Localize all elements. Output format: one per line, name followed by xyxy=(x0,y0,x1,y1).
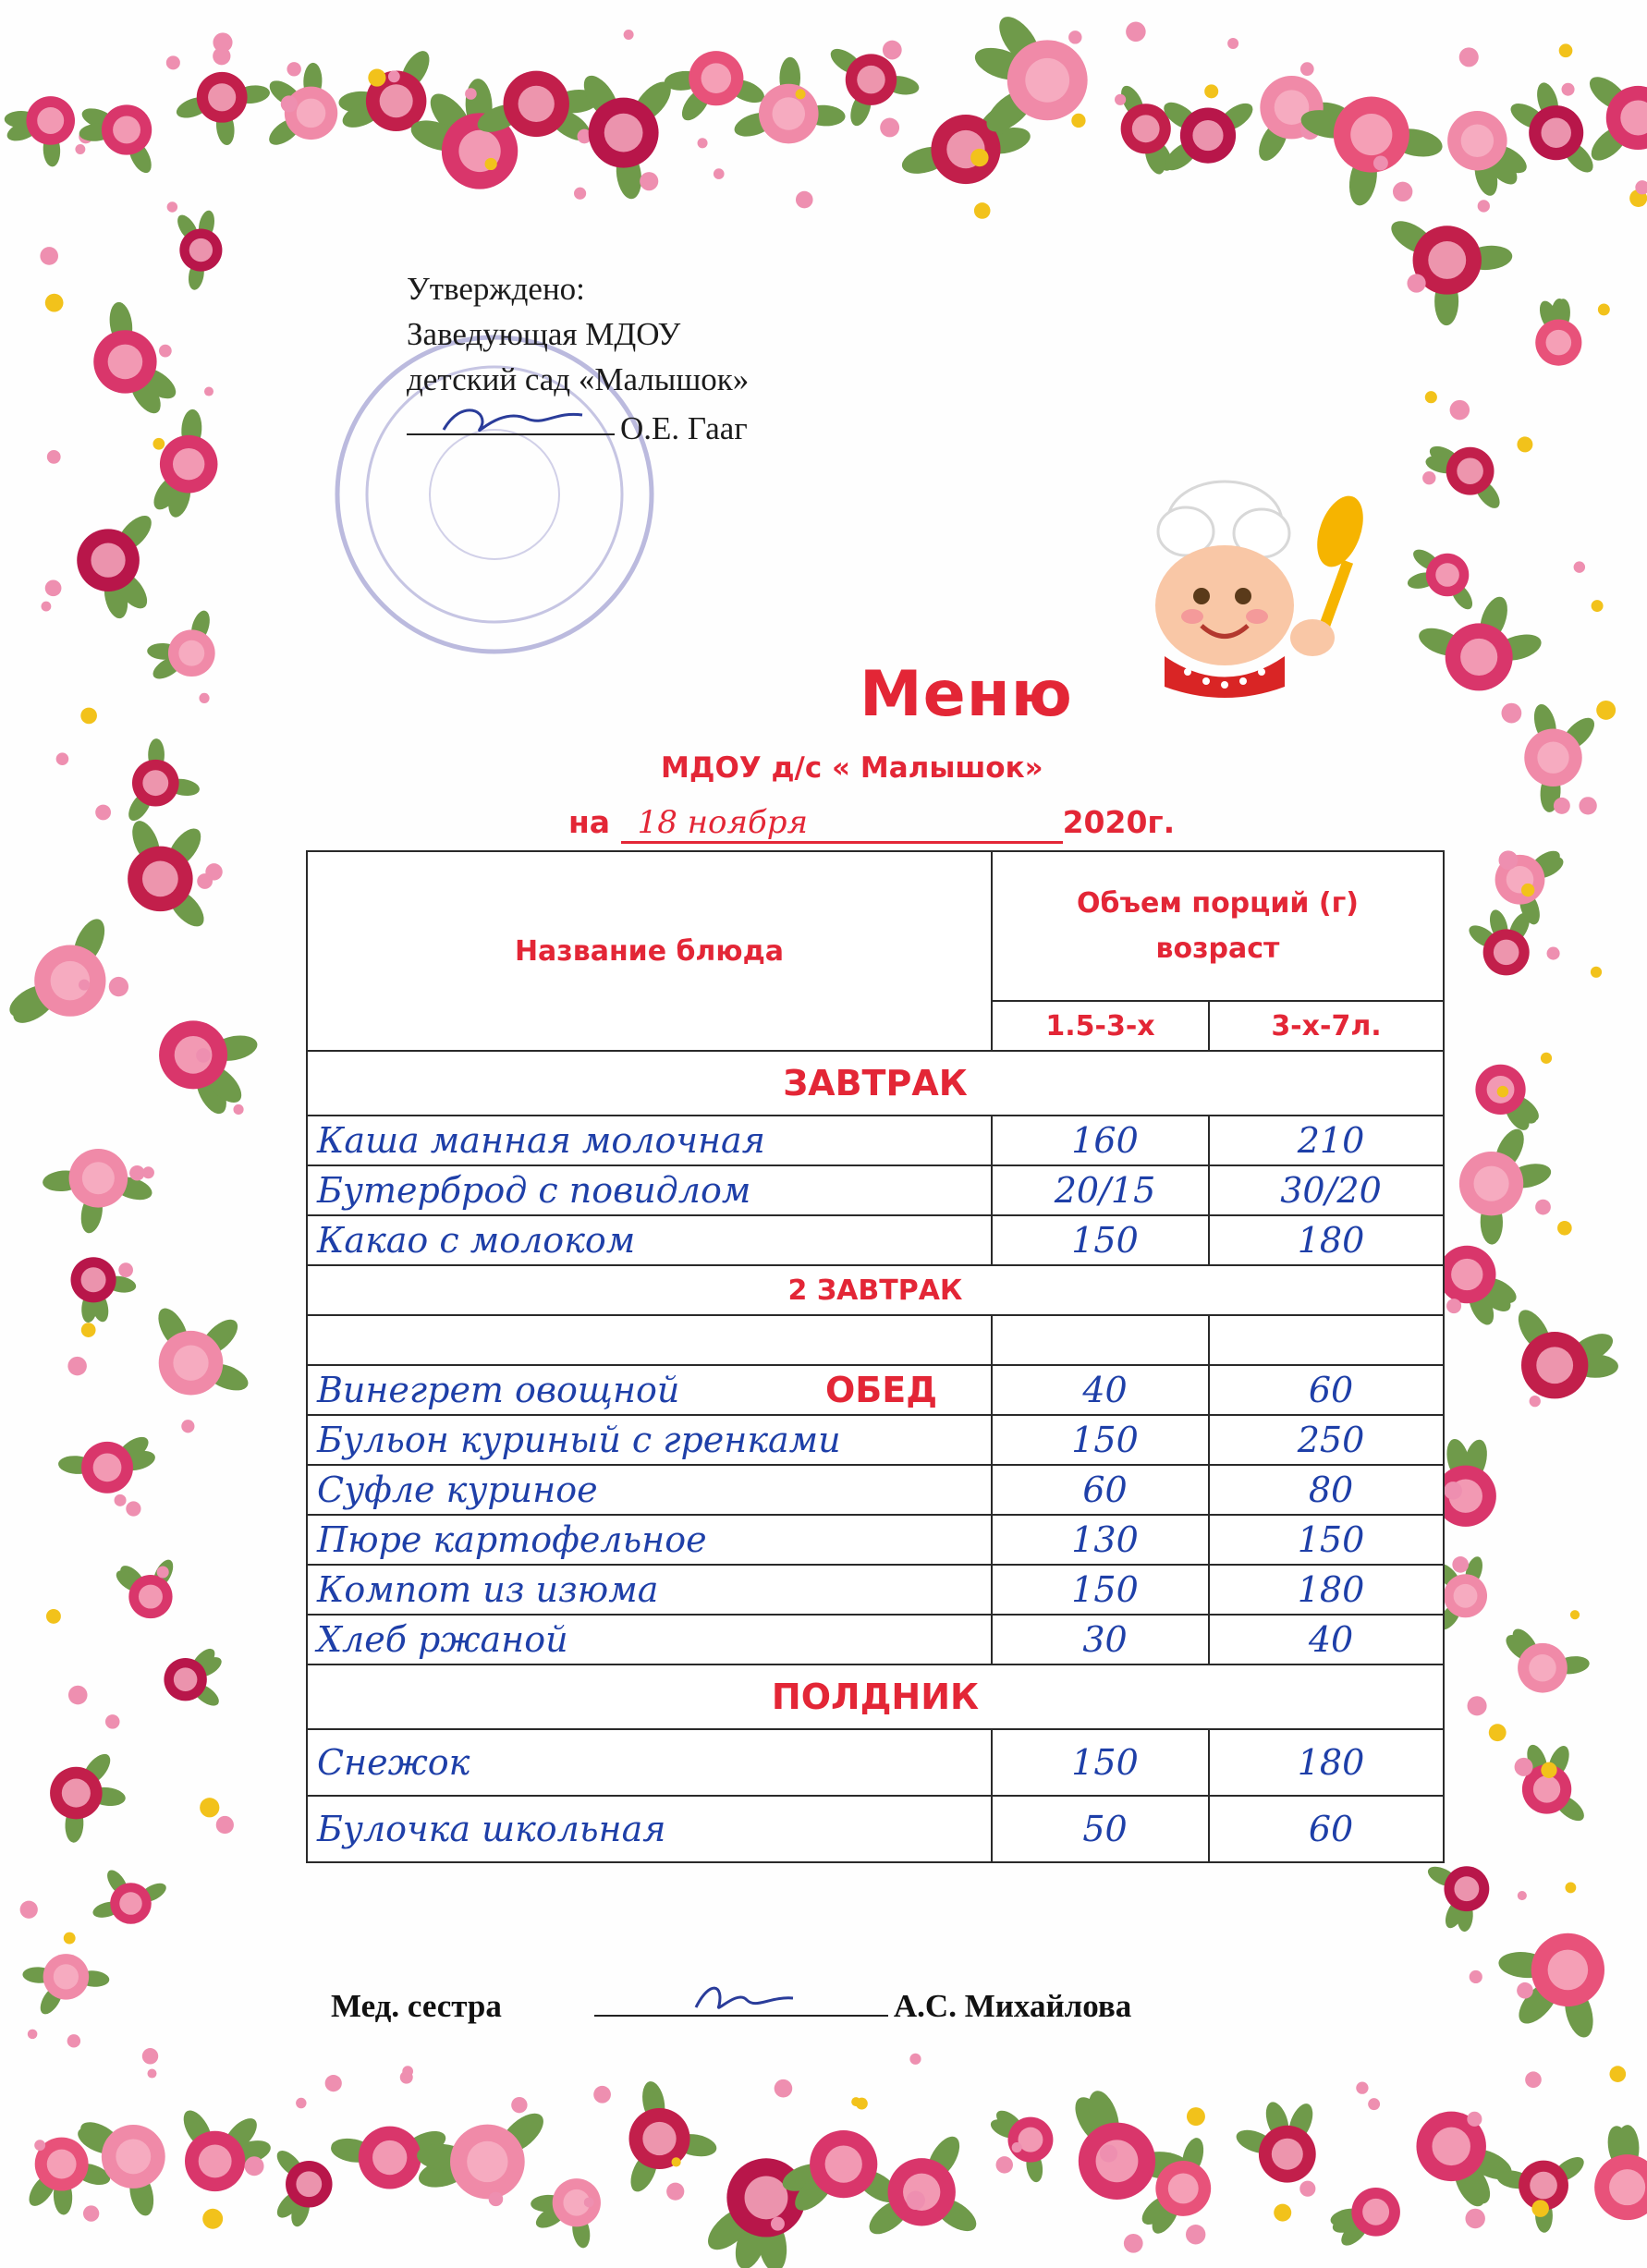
flower-bud-icon xyxy=(1274,2204,1291,2222)
flower-bud-icon xyxy=(1554,798,1570,814)
flower-bud-icon xyxy=(909,2054,921,2065)
portion-cell-1: 150 xyxy=(992,1415,1209,1465)
flower-bud-icon xyxy=(974,202,991,219)
footer-name: А.С. Михайлова xyxy=(893,1988,1132,2024)
flower-bud-icon xyxy=(205,863,222,880)
flower-bud-icon xyxy=(80,708,97,725)
rose-icon xyxy=(178,2106,274,2192)
flower-bud-icon xyxy=(296,2098,306,2108)
rose-icon xyxy=(1415,593,1544,691)
rose-icon xyxy=(1299,97,1445,208)
table-row xyxy=(307,1165,1444,1215)
rose-icon xyxy=(1447,111,1531,198)
rose-icon xyxy=(1594,2124,1647,2220)
flower-bud-icon xyxy=(204,387,214,396)
flower-bud-icon xyxy=(1459,47,1479,67)
dish-cell: Бульон куриный с гренками xyxy=(307,1415,992,1465)
flower-bud-icon xyxy=(1186,2225,1205,2244)
date-line xyxy=(568,804,1175,844)
rose-icon xyxy=(22,1954,110,2018)
flower-bud-icon xyxy=(67,2034,80,2047)
flower-bud-icon xyxy=(465,88,477,100)
rose-icon xyxy=(1329,2188,1400,2250)
flower-bud-icon xyxy=(880,118,899,138)
flower-bud-icon xyxy=(714,168,725,179)
flower-bud-icon xyxy=(147,2069,156,2079)
flower-bud-icon xyxy=(166,55,180,69)
header-portion-label: Объем порций (г) xyxy=(1077,887,1359,920)
table-row xyxy=(307,1215,1444,1265)
portion-cell-2: 80 xyxy=(1209,1465,1444,1515)
dish-cell: Хлеб ржаной xyxy=(307,1615,992,1664)
flower-bud-icon xyxy=(666,2183,684,2201)
flower-bud-icon xyxy=(1541,1762,1556,1778)
rose-icon xyxy=(1502,1625,1591,1693)
flower-bud-icon xyxy=(118,1262,133,1277)
rose-icon xyxy=(5,96,75,167)
portion-cell-1: 160 xyxy=(992,1116,1209,1165)
rose-icon xyxy=(147,608,215,683)
rose-icon xyxy=(79,104,156,177)
flower-bud-icon xyxy=(1517,1982,1533,1999)
flower-bud-icon xyxy=(1368,2098,1380,2110)
flower-bud-icon xyxy=(245,2156,264,2176)
flower-bud-icon xyxy=(624,30,634,40)
flower-bud-icon xyxy=(1187,2107,1205,2126)
rose-icon xyxy=(1465,908,1533,975)
flower-bud-icon xyxy=(152,438,165,450)
rose-icon xyxy=(1497,1933,1604,2041)
section-breakfast-2: 2 ЗАВТРАК xyxy=(307,1265,1444,1315)
flower-bud-icon xyxy=(856,2098,868,2110)
rose-icon xyxy=(664,51,768,125)
table-row xyxy=(307,1415,1444,1465)
flower-bud-icon xyxy=(34,2140,45,2151)
flower-bud-icon xyxy=(126,1501,140,1516)
flower-bud-icon xyxy=(1570,1610,1580,1619)
flower-bud-icon xyxy=(45,294,64,312)
flower-bud-icon xyxy=(1489,1724,1507,1741)
flower-bud-icon xyxy=(489,2192,504,2207)
flower-bud-icon xyxy=(1425,391,1437,403)
director-signature xyxy=(407,402,615,435)
flower-bud-icon xyxy=(105,1714,120,1729)
rose-icon xyxy=(1459,1125,1554,1245)
empty-cell xyxy=(1209,1315,1444,1365)
rose-icon xyxy=(1406,545,1476,613)
flower-bud-icon xyxy=(1356,2082,1368,2094)
flower-bud-icon xyxy=(1071,114,1085,128)
flower-bud-icon xyxy=(233,1104,243,1115)
portion-cell-1: 60 xyxy=(992,1465,1209,1515)
flower-bud-icon xyxy=(1531,2200,1549,2217)
dish-cell: Компот из изюма xyxy=(307,1565,992,1615)
menu-table xyxy=(306,850,1445,1863)
flower-bud-icon xyxy=(41,602,51,612)
flower-bud-icon xyxy=(216,1816,234,1834)
flower-bud-icon xyxy=(1547,947,1560,960)
flower-bud-icon xyxy=(1565,1882,1576,1893)
dish-cell: Бутерброд с повидлом xyxy=(307,1165,992,1215)
flower-bud-icon xyxy=(1452,1556,1469,1573)
flower-bud-icon xyxy=(1596,701,1616,720)
header-portion xyxy=(992,851,1444,1001)
rose-icon xyxy=(77,510,157,621)
flower-bud-icon xyxy=(970,149,988,166)
flower-bud-icon xyxy=(1204,84,1218,98)
flower-bud-icon xyxy=(1559,43,1573,57)
rose-icon xyxy=(1522,1742,1589,1825)
flower-bud-icon xyxy=(1100,2145,1117,2163)
dish-cell xyxy=(307,1365,992,1415)
portion-cell-1: 150 xyxy=(992,1215,1209,1265)
portion-cell-2: 210 xyxy=(1209,1116,1444,1165)
flower-bud-icon xyxy=(1444,1482,1462,1500)
flower-bud-icon xyxy=(64,1933,76,1945)
header-age-1: 1.5-3-х xyxy=(992,1001,1209,1051)
portion-cell-2: 180 xyxy=(1209,1565,1444,1615)
rose-icon xyxy=(338,46,435,132)
rose-icon xyxy=(174,209,223,291)
flower-bud-icon xyxy=(400,2071,413,2084)
flower-bud-icon xyxy=(1497,1086,1508,1097)
chef-illustration xyxy=(1114,467,1391,707)
table-row xyxy=(307,1615,1444,1664)
table-row-empty xyxy=(307,1315,1444,1365)
rose-icon xyxy=(92,1867,169,1924)
page-title: Меню xyxy=(860,658,1073,731)
portion-cell-2: 150 xyxy=(1209,1515,1444,1565)
flower-bud-icon xyxy=(68,1686,88,1705)
institution-subtitle: МДОУ д/с « Малышок» xyxy=(661,751,1043,785)
flower-bud-icon xyxy=(1393,182,1412,201)
flower-bud-icon xyxy=(1012,2142,1022,2152)
flower-bud-icon xyxy=(167,201,177,212)
flower-bud-icon xyxy=(1407,274,1425,292)
flower-bud-icon xyxy=(79,980,90,991)
rose-icon xyxy=(531,2178,601,2250)
flower-bud-icon xyxy=(1450,400,1470,420)
rose-icon xyxy=(152,1303,252,1396)
flower-bud-icon xyxy=(157,1566,169,1578)
flower-bud-icon xyxy=(1465,2209,1484,2228)
flower-bud-icon xyxy=(67,1357,86,1375)
flower-bud-icon xyxy=(1591,967,1602,978)
flower-bud-icon xyxy=(1517,436,1532,452)
portion-cell-2: 180 xyxy=(1209,1729,1444,1796)
rose-icon xyxy=(93,300,181,418)
flower-bud-icon xyxy=(287,62,300,76)
portion-cell-1: 150 xyxy=(992,1565,1209,1615)
rose-icon xyxy=(124,738,201,824)
flower-bud-icon xyxy=(95,805,111,821)
rose-icon xyxy=(1438,1246,1520,1329)
flower-bud-icon xyxy=(109,977,128,996)
approval-line-3: детский сад «Малышок» xyxy=(407,361,750,397)
section-snack: ПОЛДНИК xyxy=(307,1664,1444,1729)
flower-bud-icon xyxy=(671,2157,680,2166)
rose-icon xyxy=(164,1645,225,1710)
flower-bud-icon xyxy=(196,1048,211,1063)
flower-bud-icon xyxy=(1468,1696,1487,1715)
portion-cell-1: 130 xyxy=(992,1515,1209,1565)
flower-bud-icon xyxy=(181,1420,194,1433)
flower-bud-icon xyxy=(1535,1200,1551,1215)
flower-bud-icon xyxy=(1562,83,1575,96)
dish-cell: Булочка школьная xyxy=(307,1796,992,1862)
dish-cell: Каша манная молочная xyxy=(307,1116,992,1165)
dish-cell: Снежок xyxy=(307,1729,992,1796)
dish-cell: Какао с молоком xyxy=(307,1215,992,1265)
flower-bud-icon xyxy=(56,752,69,765)
portion-cell-2: 250 xyxy=(1209,1415,1444,1465)
flower-bud-icon xyxy=(1515,1758,1533,1776)
rose-icon xyxy=(5,914,111,1030)
rose-icon xyxy=(50,1750,127,1843)
flower-bud-icon xyxy=(45,579,62,596)
portion-cell-1: 40 xyxy=(992,1365,1209,1415)
flower-bud-icon xyxy=(1470,1970,1482,1983)
empty-cell xyxy=(307,1315,992,1365)
flower-bud-icon xyxy=(771,2217,785,2231)
flower-bud-icon xyxy=(1373,156,1388,171)
table-row xyxy=(307,1365,1444,1415)
header-dish: Название блюда xyxy=(307,851,992,1051)
flower-bud-icon xyxy=(1501,703,1521,724)
flower-bud-icon xyxy=(81,1323,96,1337)
table-row xyxy=(307,1116,1444,1165)
flower-bud-icon xyxy=(796,89,806,99)
rose-icon xyxy=(1416,2112,1516,2212)
rose-icon xyxy=(159,1020,260,1118)
flower-bud-icon xyxy=(202,2209,223,2229)
flower-bud-icon xyxy=(1579,797,1596,814)
header-age-label: возраст xyxy=(1155,933,1280,965)
flower-bud-icon xyxy=(1521,884,1534,896)
portion-cell-1: 50 xyxy=(992,1796,1209,1862)
flower-bud-icon xyxy=(1541,1053,1552,1064)
rose-icon xyxy=(1424,442,1505,512)
approval-signature-row xyxy=(407,402,749,451)
flower-bud-icon xyxy=(640,172,658,190)
rose-icon xyxy=(577,70,677,201)
portion-cell-1: 150 xyxy=(992,1729,1209,1796)
flower-bud-icon xyxy=(1300,62,1314,76)
rose-icon xyxy=(273,2146,333,2228)
portion-cell-2: 60 xyxy=(1209,1796,1444,1862)
flower-bud-icon xyxy=(1227,38,1238,49)
flower-bud-icon xyxy=(796,191,813,209)
rose-icon xyxy=(1524,701,1600,812)
nurse-signature xyxy=(594,1987,888,2017)
flower-bud-icon xyxy=(1478,200,1490,212)
rose-icon xyxy=(1233,2099,1317,2182)
flower-bud-icon xyxy=(1299,2181,1315,2197)
flower-bud-icon xyxy=(325,2075,342,2091)
header-age-2: 3-х-7л. xyxy=(1209,1001,1444,1051)
section-breakfast: ЗАВТРАК xyxy=(307,1051,1444,1116)
flower-bud-icon xyxy=(574,188,586,200)
rose-icon xyxy=(626,2079,719,2196)
flower-bud-icon xyxy=(47,450,61,464)
rose-icon xyxy=(1159,97,1257,176)
flower-bud-icon xyxy=(775,2079,793,2098)
section-lunch: ОБЕД xyxy=(825,1370,938,1410)
table-row xyxy=(307,1796,1444,1862)
flower-bud-icon xyxy=(1124,2234,1143,2253)
rose-icon xyxy=(127,817,210,933)
rose-icon xyxy=(1584,71,1647,167)
portion-cell-2: 60 xyxy=(1209,1365,1444,1415)
rose-icon xyxy=(1512,1305,1618,1399)
flower-bud-icon xyxy=(1609,2066,1626,2082)
approval-line-2: Заведующая МДОУ xyxy=(407,316,681,352)
rose-icon xyxy=(1385,214,1513,325)
table-row xyxy=(307,1515,1444,1565)
flower-bud-icon xyxy=(142,2048,158,2064)
rose-icon xyxy=(57,1432,157,1493)
table-row xyxy=(307,1565,1444,1615)
flower-bud-icon xyxy=(883,41,902,60)
dish-cell: Пюре картофельное xyxy=(307,1515,992,1565)
flower-bud-icon xyxy=(200,1798,219,1817)
flower-bud-icon xyxy=(159,345,172,358)
approval-signer: О.Е. Гааг xyxy=(620,410,748,446)
flower-bud-icon xyxy=(281,95,298,112)
rose-icon xyxy=(1535,298,1581,365)
flower-bud-icon xyxy=(1446,1299,1461,1313)
flower-bud-icon xyxy=(1574,561,1585,572)
rose-icon xyxy=(1495,2152,1588,2233)
portion-cell-2: 180 xyxy=(1209,1215,1444,1265)
flower-bud-icon xyxy=(388,70,400,82)
flower-bud-icon xyxy=(1525,2071,1542,2088)
flower-bud-icon xyxy=(1592,600,1604,612)
flower-bud-icon xyxy=(593,2086,611,2103)
flower-bud-icon xyxy=(46,1609,61,1624)
table-row xyxy=(307,1465,1444,1515)
footer-role: Мед. сестра xyxy=(331,1988,502,2024)
rose-icon xyxy=(1475,1065,1543,1134)
flower-bud-icon xyxy=(20,1901,38,1919)
flower-bud-icon xyxy=(1115,94,1126,105)
flower-bud-icon xyxy=(83,2205,99,2221)
flower-bud-icon xyxy=(1598,303,1610,315)
approval-line-1: Утверждено: xyxy=(407,271,585,307)
date-prefix: на xyxy=(568,804,611,840)
rose-icon xyxy=(42,1149,154,1235)
flower-bud-icon xyxy=(1467,2112,1482,2127)
flower-bud-icon xyxy=(75,144,85,154)
table-row xyxy=(307,1729,1444,1796)
portion-cell-1: 30 xyxy=(992,1615,1209,1664)
flower-bud-icon xyxy=(1530,1396,1541,1407)
approval-block xyxy=(407,266,749,451)
flower-bud-icon xyxy=(1557,1221,1572,1236)
rose-icon xyxy=(174,72,271,146)
portion-cell-2: 40 xyxy=(1209,1615,1444,1664)
flower-bud-icon xyxy=(996,2156,1013,2173)
flower-bud-icon xyxy=(584,2198,594,2208)
flower-bud-icon xyxy=(28,2030,38,2040)
dish-cell: Суфле куриное xyxy=(307,1465,992,1515)
flower-bud-icon xyxy=(698,138,708,148)
flower-bud-icon xyxy=(1422,471,1435,484)
rose-icon xyxy=(779,2130,904,2217)
dish-name: Винегрет овощной xyxy=(317,1370,680,1410)
footer-signature xyxy=(331,1987,1131,2025)
portion-cell-2: 30/20 xyxy=(1209,1165,1444,1215)
rose-icon xyxy=(113,1556,177,1618)
flower-bud-icon xyxy=(115,1494,127,1506)
flower-bud-icon xyxy=(213,32,232,52)
flower-bud-icon xyxy=(1126,22,1146,43)
empty-cell xyxy=(992,1315,1209,1365)
flower-bud-icon xyxy=(485,158,497,170)
flower-bud-icon xyxy=(1499,850,1519,870)
flower-bud-icon xyxy=(199,693,209,703)
flower-bud-icon xyxy=(1518,1891,1527,1900)
portion-cell-1: 20/15 xyxy=(992,1165,1209,1215)
flower-bud-icon xyxy=(40,247,58,265)
flower-bud-icon xyxy=(142,1166,154,1178)
date-year: 2020г. xyxy=(1062,804,1176,840)
flower-bud-icon xyxy=(1068,30,1081,43)
rose-icon xyxy=(264,63,337,151)
rose-icon xyxy=(970,10,1087,140)
flower-bud-icon xyxy=(907,2191,925,2210)
rose-icon xyxy=(1425,1862,1490,1932)
date-handwritten: 18 ноября xyxy=(621,804,1063,844)
rose-icon xyxy=(416,2106,551,2199)
flower-bud-icon xyxy=(368,68,385,86)
rose-icon xyxy=(148,408,217,519)
flower-bud-icon xyxy=(511,2097,527,2113)
